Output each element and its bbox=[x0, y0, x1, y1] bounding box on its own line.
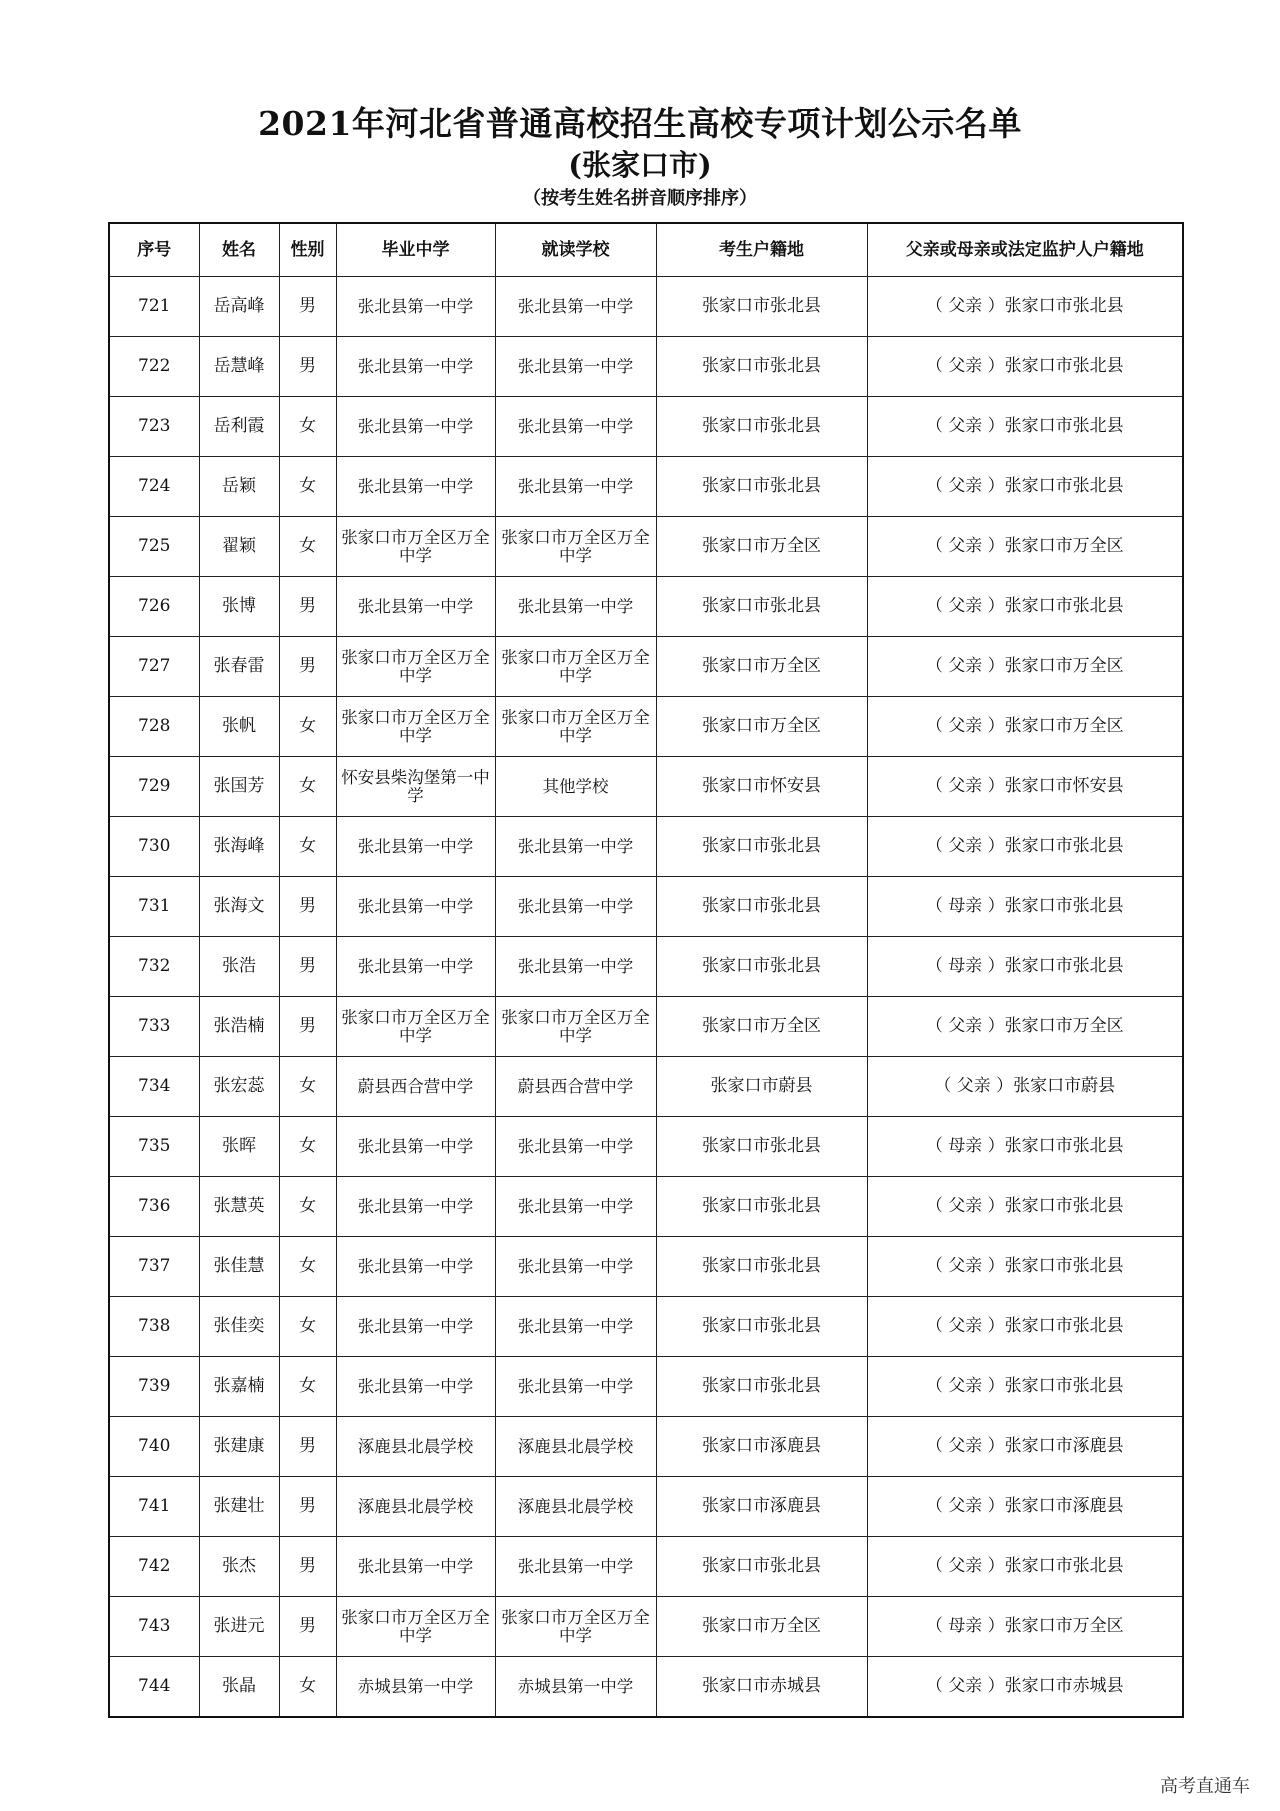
cell-guardian-hukou: （ 父亲 ）张家口市万全区 bbox=[867, 697, 1183, 757]
cell-guardian-hukou: （ 父亲 ）张家口市张北县 bbox=[867, 817, 1183, 877]
cell-guardian-hukou: （ 父亲 ）张家口市张北县 bbox=[867, 1357, 1183, 1417]
cell-guardian-hukou: （ 父亲 ）张家口市张北县 bbox=[867, 397, 1183, 457]
cell-row-index: 733 bbox=[109, 997, 199, 1057]
cell-student-hukou: 张家口市万全区 bbox=[656, 1597, 867, 1657]
cell-graduated-school: 张北县第一中学 bbox=[336, 457, 495, 517]
cell-guardian-hukou: （ 父亲 ）张家口市蔚县 bbox=[867, 1057, 1183, 1117]
table-row bbox=[109, 757, 1183, 817]
cell-student-name: 岳慧峰 bbox=[199, 337, 279, 397]
cell-guardian-hukou: （ 父亲 ）张家口市张北县 bbox=[867, 1537, 1183, 1597]
cell-guardian-hukou: （ 父亲 ）张家口市涿鹿县 bbox=[867, 1417, 1183, 1477]
table-row bbox=[109, 397, 1183, 457]
page-subtitle: (张家口市) bbox=[568, 148, 712, 182]
cell-graduated-school: 张北县第一中学 bbox=[336, 577, 495, 637]
cell-student-name: 张海峰 bbox=[199, 817, 279, 877]
cell-guardian-hukou: （ 母亲 ）张家口市张北县 bbox=[867, 877, 1183, 937]
cell-gender: 女 bbox=[279, 517, 336, 577]
cell-student-name: 岳颖 bbox=[199, 457, 279, 517]
cell-guardian-hukou: （ 父亲 ）张家口市万全区 bbox=[867, 517, 1183, 577]
cell-graduated-school: 张家口市万全区万全中学 bbox=[336, 637, 495, 697]
cell-guardian-hukou: （ 母亲 ）张家口市张北县 bbox=[867, 1117, 1183, 1177]
student-list-table bbox=[108, 222, 1184, 1718]
table-row bbox=[109, 1597, 1183, 1657]
cell-guardian-hukou: （ 母亲 ）张家口市张北县 bbox=[867, 937, 1183, 997]
col-header-graduated-school: 毕业中学 bbox=[336, 223, 495, 277]
cell-student-hukou: 张家口市赤城县 bbox=[656, 1657, 867, 1718]
table-row bbox=[109, 457, 1183, 517]
table-row bbox=[109, 817, 1183, 877]
cell-row-index: 737 bbox=[109, 1237, 199, 1297]
cell-current-school: 张北县第一中学 bbox=[495, 1297, 656, 1357]
sort-note: （按考生姓名拼音顺序排序） bbox=[523, 188, 757, 209]
cell-student-hukou: 张家口市张北县 bbox=[656, 1177, 867, 1237]
cell-row-index: 722 bbox=[109, 337, 199, 397]
cell-current-school: 张北县第一中学 bbox=[495, 817, 656, 877]
cell-current-school: 张家口市万全区万全中学 bbox=[495, 637, 656, 697]
table-row bbox=[109, 1537, 1183, 1597]
cell-graduated-school: 怀安县柴沟堡第一中学 bbox=[336, 757, 495, 817]
col-header-current-school: 就读学校 bbox=[495, 223, 656, 277]
cell-student-name: 翟颖 bbox=[199, 517, 279, 577]
cell-row-index: 744 bbox=[109, 1657, 199, 1718]
cell-row-index: 727 bbox=[109, 637, 199, 697]
cell-gender: 女 bbox=[279, 1357, 336, 1417]
cell-student-hukou: 张家口市万全区 bbox=[656, 997, 867, 1057]
cell-student-hukou: 张家口市万全区 bbox=[656, 637, 867, 697]
cell-student-name: 张浩楠 bbox=[199, 997, 279, 1057]
cell-student-name: 张慧英 bbox=[199, 1177, 279, 1237]
cell-current-school: 张北县第一中学 bbox=[495, 1537, 656, 1597]
cell-gender: 男 bbox=[279, 1597, 336, 1657]
cell-gender: 女 bbox=[279, 1237, 336, 1297]
table-row bbox=[109, 337, 1183, 397]
table-row bbox=[109, 1417, 1183, 1477]
cell-current-school: 张北县第一中学 bbox=[495, 1357, 656, 1417]
cell-gender: 男 bbox=[279, 1477, 336, 1537]
cell-student-name: 张春雷 bbox=[199, 637, 279, 697]
table-row bbox=[109, 697, 1183, 757]
cell-current-school: 张北县第一中学 bbox=[495, 937, 656, 997]
cell-gender: 男 bbox=[279, 337, 336, 397]
table-row bbox=[109, 1117, 1183, 1177]
cell-student-hukou: 张家口市张北县 bbox=[656, 937, 867, 997]
cell-current-school: 其他学校 bbox=[495, 757, 656, 817]
table-row bbox=[109, 277, 1183, 337]
cell-student-name: 张帆 bbox=[199, 697, 279, 757]
cell-current-school: 涿鹿县北晨学校 bbox=[495, 1417, 656, 1477]
table-row bbox=[109, 997, 1183, 1057]
cell-guardian-hukou: （ 父亲 ）张家口市张北县 bbox=[867, 1297, 1183, 1357]
cell-graduated-school: 张北县第一中学 bbox=[336, 1297, 495, 1357]
cell-gender: 女 bbox=[279, 397, 336, 457]
cell-student-hukou: 张家口市怀安县 bbox=[656, 757, 867, 817]
cell-current-school: 张家口市万全区万全中学 bbox=[495, 697, 656, 757]
cell-row-index: 723 bbox=[109, 397, 199, 457]
cell-guardian-hukou: （ 父亲 ）张家口市赤城县 bbox=[867, 1657, 1183, 1718]
cell-gender: 男 bbox=[279, 997, 336, 1057]
cell-graduated-school: 张北县第一中学 bbox=[336, 397, 495, 457]
cell-gender: 男 bbox=[279, 937, 336, 997]
cell-student-name: 张博 bbox=[199, 577, 279, 637]
cell-student-hukou: 张家口市万全区 bbox=[656, 517, 867, 577]
table-row bbox=[109, 877, 1183, 937]
table-row bbox=[109, 937, 1183, 997]
col-header-guardian-hukou: 父亲或母亲或法定监护人户籍地 bbox=[867, 223, 1183, 277]
table-row bbox=[109, 1297, 1183, 1357]
cell-student-name: 张宏蕊 bbox=[199, 1057, 279, 1117]
cell-graduated-school: 张北县第一中学 bbox=[336, 877, 495, 937]
cell-student-name: 张建壮 bbox=[199, 1477, 279, 1537]
cell-guardian-hukou: （ 父亲 ）张家口市张北县 bbox=[867, 277, 1183, 337]
cell-student-hukou: 张家口市张北县 bbox=[656, 577, 867, 637]
table-row bbox=[109, 637, 1183, 697]
cell-graduated-school: 赤城县第一中学 bbox=[336, 1657, 495, 1718]
cell-student-hukou: 张家口市张北县 bbox=[656, 1297, 867, 1357]
cell-student-name: 张建康 bbox=[199, 1417, 279, 1477]
cell-current-school: 张北县第一中学 bbox=[495, 457, 656, 517]
cell-current-school: 张北县第一中学 bbox=[495, 877, 656, 937]
cell-graduated-school: 张北县第一中学 bbox=[336, 277, 495, 337]
cell-gender: 女 bbox=[279, 1057, 336, 1117]
cell-current-school: 张家口市万全区万全中学 bbox=[495, 1597, 656, 1657]
cell-student-name: 张进元 bbox=[199, 1597, 279, 1657]
cell-student-hukou: 张家口市蔚县 bbox=[656, 1057, 867, 1117]
cell-graduated-school: 涿鹿县北晨学校 bbox=[336, 1417, 495, 1477]
col-header-index: 序号 bbox=[109, 223, 199, 277]
cell-guardian-hukou: （ 父亲 ）张家口市张北县 bbox=[867, 1237, 1183, 1297]
cell-student-hukou: 张家口市张北县 bbox=[656, 277, 867, 337]
cell-graduated-school: 张北县第一中学 bbox=[336, 1537, 495, 1597]
cell-student-hukou: 张家口市张北县 bbox=[656, 877, 867, 937]
cell-graduated-school: 张家口市万全区万全中学 bbox=[336, 517, 495, 577]
cell-guardian-hukou: （ 父亲 ）张家口市张北县 bbox=[867, 457, 1183, 517]
cell-current-school: 张北县第一中学 bbox=[495, 1177, 656, 1237]
cell-guardian-hukou: （ 父亲 ）张家口市怀安县 bbox=[867, 757, 1183, 817]
cell-row-index: 724 bbox=[109, 457, 199, 517]
cell-student-hukou: 张家口市张北县 bbox=[656, 817, 867, 877]
cell-guardian-hukou: （ 父亲 ）张家口市万全区 bbox=[867, 997, 1183, 1057]
table-row bbox=[109, 517, 1183, 577]
cell-student-hukou: 张家口市张北县 bbox=[656, 397, 867, 457]
page-title: 2021年河北省普通高校招生高校专项计划公示名单 bbox=[258, 104, 1022, 143]
cell-student-hukou: 张家口市张北县 bbox=[656, 1537, 867, 1597]
cell-row-index: 738 bbox=[109, 1297, 199, 1357]
cell-student-name: 张海文 bbox=[199, 877, 279, 937]
cell-graduated-school: 蔚县西合营中学 bbox=[336, 1057, 495, 1117]
cell-guardian-hukou: （ 父亲 ）张家口市张北县 bbox=[867, 1177, 1183, 1237]
cell-row-index: 742 bbox=[109, 1537, 199, 1597]
cell-graduated-school: 张家口市万全区万全中学 bbox=[336, 697, 495, 757]
cell-current-school: 张北县第一中学 bbox=[495, 1237, 656, 1297]
cell-graduated-school: 张北县第一中学 bbox=[336, 937, 495, 997]
table-row bbox=[109, 1237, 1183, 1297]
cell-row-index: 734 bbox=[109, 1057, 199, 1117]
cell-gender: 女 bbox=[279, 1177, 336, 1237]
cell-guardian-hukou: （ 母亲 ）张家口市万全区 bbox=[867, 1597, 1183, 1657]
cell-row-index: 728 bbox=[109, 697, 199, 757]
table-header-row bbox=[109, 223, 1183, 277]
cell-gender: 男 bbox=[279, 1417, 336, 1477]
cell-student-name: 张晖 bbox=[199, 1117, 279, 1177]
table-row bbox=[109, 1657, 1183, 1718]
cell-graduated-school: 张北县第一中学 bbox=[336, 1237, 495, 1297]
cell-student-name: 张嘉楠 bbox=[199, 1357, 279, 1417]
cell-gender: 女 bbox=[279, 817, 336, 877]
cell-row-index: 736 bbox=[109, 1177, 199, 1237]
cell-student-name: 张晶 bbox=[199, 1657, 279, 1718]
cell-student-name: 张佳奕 bbox=[199, 1297, 279, 1357]
cell-gender: 男 bbox=[279, 277, 336, 337]
cell-gender: 男 bbox=[279, 637, 336, 697]
cell-row-index: 730 bbox=[109, 817, 199, 877]
cell-student-hukou: 张家口市张北县 bbox=[656, 1117, 867, 1177]
cell-gender: 男 bbox=[279, 577, 336, 637]
cell-row-index: 721 bbox=[109, 277, 199, 337]
cell-student-name: 张佳慧 bbox=[199, 1237, 279, 1297]
cell-row-index: 741 bbox=[109, 1477, 199, 1537]
cell-guardian-hukou: （ 父亲 ）张家口市张北县 bbox=[867, 337, 1183, 397]
cell-row-index: 743 bbox=[109, 1597, 199, 1657]
col-header-student-hukou: 考生户籍地 bbox=[656, 223, 867, 277]
cell-current-school: 张家口市万全区万全中学 bbox=[495, 997, 656, 1057]
cell-graduated-school: 张北县第一中学 bbox=[336, 337, 495, 397]
cell-gender: 男 bbox=[279, 877, 336, 937]
cell-graduated-school: 张家口市万全区万全中学 bbox=[336, 997, 495, 1057]
cell-graduated-school: 张北县第一中学 bbox=[336, 1357, 495, 1417]
cell-graduated-school: 张北县第一中学 bbox=[336, 1177, 495, 1237]
cell-graduated-school: 张北县第一中学 bbox=[336, 817, 495, 877]
cell-student-hukou: 张家口市张北县 bbox=[656, 1237, 867, 1297]
cell-current-school: 张北县第一中学 bbox=[495, 337, 656, 397]
cell-row-index: 732 bbox=[109, 937, 199, 997]
cell-current-school: 蔚县西合营中学 bbox=[495, 1057, 656, 1117]
cell-gender: 女 bbox=[279, 1657, 336, 1718]
cell-guardian-hukou: （ 父亲 ）张家口市张北县 bbox=[867, 577, 1183, 637]
cell-current-school: 张北县第一中学 bbox=[495, 277, 656, 337]
table-row bbox=[109, 1057, 1183, 1117]
cell-gender: 男 bbox=[279, 1537, 336, 1597]
cell-student-name: 张浩 bbox=[199, 937, 279, 997]
cell-gender: 女 bbox=[279, 1117, 336, 1177]
cell-gender: 女 bbox=[279, 457, 336, 517]
cell-graduated-school: 张北县第一中学 bbox=[336, 1117, 495, 1177]
cell-row-index: 731 bbox=[109, 877, 199, 937]
cell-student-hukou: 张家口市张北县 bbox=[656, 337, 867, 397]
cell-current-school: 张家口市万全区万全中学 bbox=[495, 517, 656, 577]
col-header-name: 姓名 bbox=[199, 223, 279, 277]
footer-watermark: 高考直通车 bbox=[1160, 1776, 1250, 1797]
cell-row-index: 725 bbox=[109, 517, 199, 577]
table-row bbox=[109, 1177, 1183, 1237]
cell-current-school: 涿鹿县北晨学校 bbox=[495, 1477, 656, 1537]
cell-guardian-hukou: （ 父亲 ）张家口市万全区 bbox=[867, 637, 1183, 697]
cell-guardian-hukou: （ 父亲 ）张家口市涿鹿县 bbox=[867, 1477, 1183, 1537]
cell-student-hukou: 张家口市万全区 bbox=[656, 697, 867, 757]
cell-row-index: 729 bbox=[109, 757, 199, 817]
cell-current-school: 张北县第一中学 bbox=[495, 1117, 656, 1177]
table-row bbox=[109, 1357, 1183, 1417]
cell-student-name: 张杰 bbox=[199, 1537, 279, 1597]
table-row bbox=[109, 1477, 1183, 1537]
cell-graduated-school: 张家口市万全区万全中学 bbox=[336, 1597, 495, 1657]
cell-current-school: 张北县第一中学 bbox=[495, 397, 656, 457]
cell-row-index: 735 bbox=[109, 1117, 199, 1177]
table-row bbox=[109, 577, 1183, 637]
cell-gender: 女 bbox=[279, 697, 336, 757]
col-header-gender: 性别 bbox=[279, 223, 336, 277]
cell-row-index: 726 bbox=[109, 577, 199, 637]
cell-student-name: 岳高峰 bbox=[199, 277, 279, 337]
cell-student-hukou: 张家口市张北县 bbox=[656, 457, 867, 517]
cell-row-index: 739 bbox=[109, 1357, 199, 1417]
cell-student-name: 张国芳 bbox=[199, 757, 279, 817]
cell-graduated-school: 涿鹿县北晨学校 bbox=[336, 1477, 495, 1537]
cell-student-hukou: 张家口市涿鹿县 bbox=[656, 1477, 867, 1537]
cell-student-name: 岳利霞 bbox=[199, 397, 279, 457]
cell-student-hukou: 张家口市张北县 bbox=[656, 1357, 867, 1417]
cell-gender: 女 bbox=[279, 757, 336, 817]
cell-row-index: 740 bbox=[109, 1417, 199, 1477]
cell-student-hukou: 张家口市涿鹿县 bbox=[656, 1417, 867, 1477]
cell-current-school: 赤城县第一中学 bbox=[495, 1657, 656, 1718]
cell-current-school: 张北县第一中学 bbox=[495, 577, 656, 637]
cell-gender: 女 bbox=[279, 1297, 336, 1357]
